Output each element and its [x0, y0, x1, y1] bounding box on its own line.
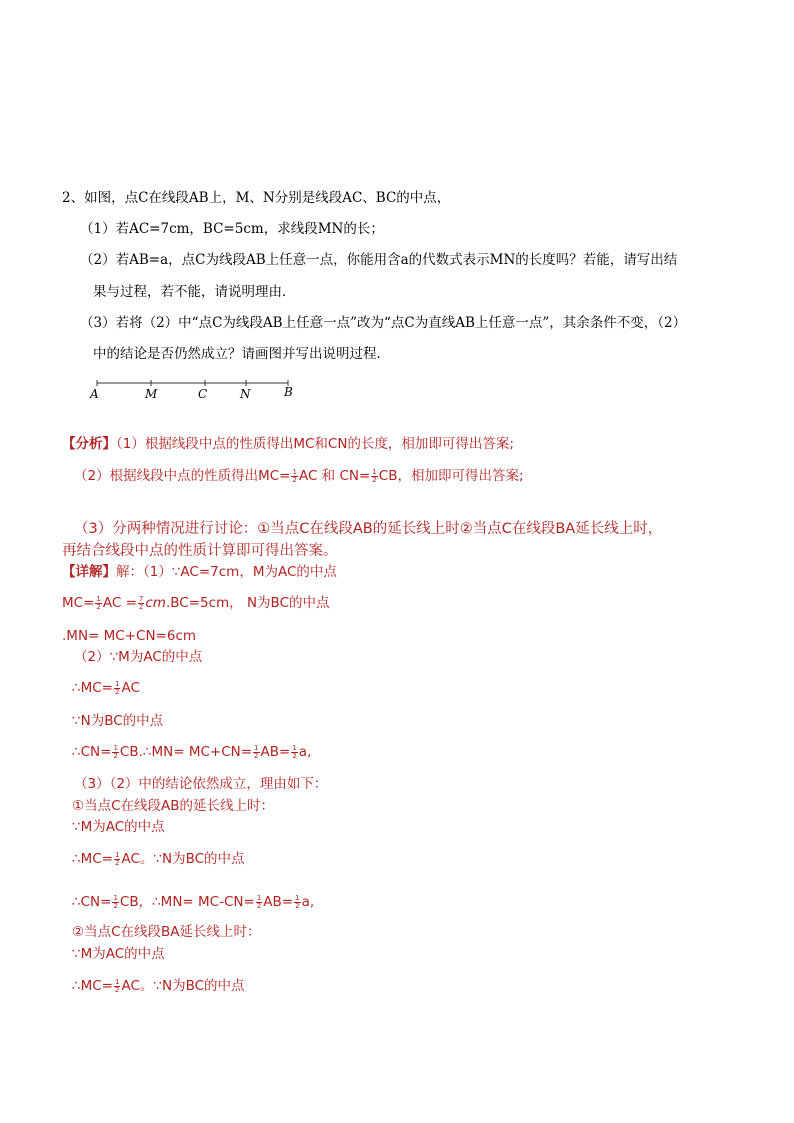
detail-line-13: ②当点C在线段BA延长线上时： [72, 924, 261, 940]
question-stem: 2、如图，点C在线段AB上，M、N分别是线段AC、BC的中点， [62, 190, 451, 206]
question-part-2-line-1: （2）若AB=a，点C为线段AB上任意一点，你能用含a的代数式表示MN的长度吗？若能，请写出结 [80, 252, 678, 268]
question-part-1: （1）若AC=7cm，BC=5cm，求线段MN的长； [80, 221, 384, 237]
detail-line-11: ∴MC= $\frac{1}{2}$ AC。∵N为BC的中点 [72, 850, 245, 867]
fraction-half: $\frac{1}{2}$ [372, 467, 377, 484]
label-a: A [90, 387, 99, 401]
detail-line-9: ①当点C在线段AB的延长线上时： [72, 798, 275, 814]
analysis-tag: 【分析】 [62, 436, 116, 452]
detail-line-12: ∴CN= $\frac{1}{2}$ CB，∴MN= MC-CN= $\frac{1}{2}$ AB= $\frac{1}{2}$ a, [72, 893, 315, 910]
detail-line-15: ∴MC= $\frac{1}{2}$ AC。∵N为BC的中点 [72, 977, 245, 994]
fraction-half: $\frac{1}{2}$ [96, 594, 101, 611]
detail-line-7: ∴CN= $\frac{1}{2}$ CB.∴MN= MC+CN= $\frac{1}{2}$ AB= $\frac{1}{2}$ a, [72, 743, 312, 760]
detail-line-8: （3）（2）中的结论依然成立，理由如下： [74, 776, 328, 792]
fraction-half: $\frac{1}{2}$ [292, 743, 297, 760]
fraction-seven-halves: $\frac{7}{2}$ [138, 594, 144, 611]
label-c: C [198, 387, 208, 401]
analysis-line-1: 【分析】（1）根据线段中点的性质得出MC和CN的长度，相加即可得出答案; [62, 436, 514, 452]
fraction-half: $\frac{1}{2}$ [254, 743, 259, 760]
detail-line-3: .MN= MC+CN=6cm [62, 628, 197, 644]
label-n: N [240, 387, 251, 401]
detail-line-2: MC= $\frac{1}{2}$ AC = $\frac{7}{2}$ cm.BC=5cm， N为BC的中点 [62, 594, 330, 611]
fraction-half: $\frac{1}{2}$ [114, 679, 120, 696]
detail-line-5: ∴MC= $\frac{1}{2}$ AC [72, 679, 140, 696]
fraction-half: $\frac{1}{2}$ [113, 893, 118, 910]
fraction-half: $\frac{1}{2}$ [256, 893, 262, 910]
label-m: M [145, 387, 158, 401]
analysis-line-2: （2）根据线段中点的性质得出MC= $\frac{1}{2}$ AC 和 CN= $\frac{1}{2}$ CB，相加即可得出答案; [74, 467, 524, 484]
fraction-half: $\frac{1}{2}$ [114, 977, 120, 994]
fraction-half: $\frac{1}{2}$ [295, 893, 300, 910]
detail-line-10: ∵M为AC的中点 [72, 819, 165, 835]
analysis-line-4: 再结合线段中点的性质计算即可得出答案。 [62, 543, 338, 559]
question-part-2-line-2: 果与过程，若不能，请说明理由． [93, 284, 296, 300]
detail-line-4: （2）∵M为AC的中点 [74, 649, 203, 665]
detail-tag: 【详解】 [62, 564, 116, 580]
analysis-line-3: （3）分两种情况进行讨论：①当点C在线段AB的延长线上时②当点C在线段BA延长线上时， [74, 521, 663, 537]
fraction-half: $\frac{1}{2}$ [114, 850, 120, 867]
label-b: B [284, 385, 293, 399]
question-part-3-line-2: 中的结论是否仍然成立？请画图并写出说明过程． [93, 346, 390, 362]
detail-line-1: 【详解】解：（1）∵AC=7cm，M为AC的中点 [62, 564, 337, 580]
fraction-half: $\frac{1}{2}$ [292, 467, 297, 484]
fraction-half: $\frac{1}{2}$ [113, 743, 118, 760]
detail-line-6: ∵N为BC的中点 [72, 713, 164, 729]
question-part-3-line-1: （3）若将（2）中“点C为线段AB上任意一点”改为“点C为直线AB上任意一点”，其余条件不变，（2） [80, 315, 687, 331]
segment-figure [85, 374, 300, 404]
detail-line-14: ∵M为AC的中点 [72, 946, 165, 962]
